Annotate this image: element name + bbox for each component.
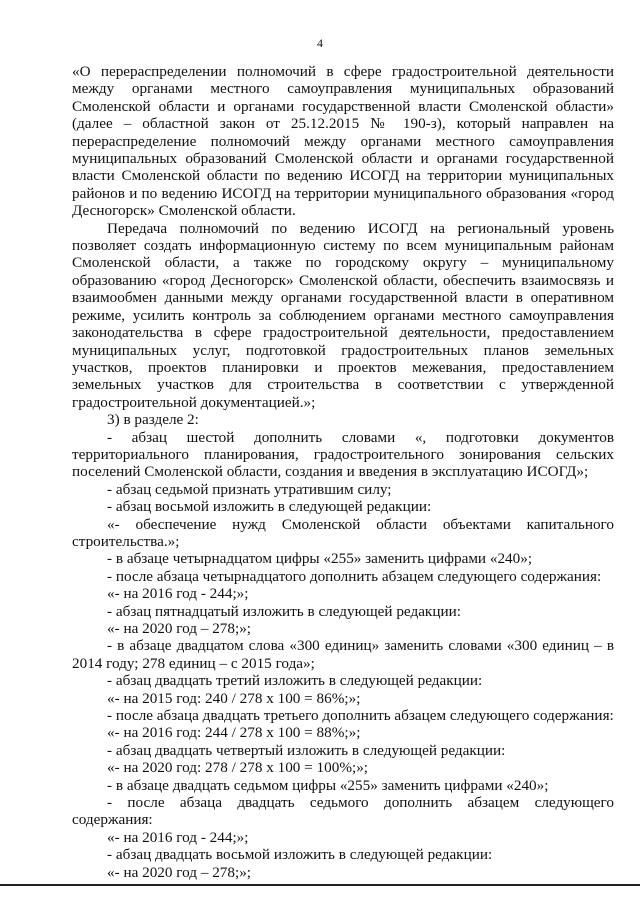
paragraph: «- на 2016 год - 244;»; bbox=[107, 828, 249, 846]
paragraph: «- на 2016 год: 244 / 278 х 100 = 88%;»; bbox=[107, 724, 361, 742]
paragraph: - в абзаце двадцать седьмом цифры «255» заменить цифрами «240»; bbox=[107, 776, 549, 794]
paragraph: «- на 2020 год: 278 / 278 х 100 = 100%;»; bbox=[107, 759, 369, 777]
paragraph: - абзац пятнадцатый изложить в следующей редакции: bbox=[107, 602, 461, 620]
bottom-border-line bbox=[0, 884, 640, 886]
paragraph: «- на 2020 год – 278;»; bbox=[107, 620, 252, 637]
paragraph: «- обеспечение нужд Смоленской области объектами капитального строительства.»; bbox=[72, 515, 614, 550]
paragraph: «- на 2015 год: 240 / 278 х 100 = 86%;»; bbox=[107, 689, 361, 707]
paragraph: - в абзаце четырнадцатом цифры «255» заменить цифрами «240»; bbox=[107, 550, 533, 568]
paragraph: - абзац седьмой признать утратившим силу; bbox=[107, 480, 392, 498]
paragraph: «О перераспределении полномочий в сфере градостроительной деятельности между органами местного самоуправления муниципальных образований Смоленской области и органами государственной власти Смоленской области» (далее – областной закон от 25.12.2015 № 190-з), который направлен на перераспределение полномочий между органами местного самоуправления муниципальных образований Смоленской области и органами государственной власти Смоленской области по ведению ИСОГД на территории муниципальных районов и по ведению ИСОГД на территории муниципального образования «город Десногорск» Смоленской области. bbox=[72, 63, 614, 220]
paragraph: - после абзаца двадцать седьмого дополнить абзацем следующего содержания: bbox=[72, 794, 614, 829]
paragraph: - абзац двадцать третий изложить в следующей редакции: bbox=[107, 672, 483, 690]
paragraph: - абзац двадцать восьмой изложить в следующей редакции: bbox=[107, 846, 493, 864]
paragraph: «- на 2020 год – 278;»; bbox=[107, 863, 252, 881]
paragraph: - абзац восьмой изложить в следующей редакции: bbox=[107, 498, 432, 516]
document-body bbox=[72, 63, 614, 881]
paragraph: 3) в разделе 2: bbox=[107, 411, 199, 429]
paragraph: - абзац шестой дополнить словами «, подготовки документов территориального планирования, градостроительного зонирования сельских поселений Смоленской области, создания и введения в эксплуатацию ИСОГД»; bbox=[72, 428, 614, 481]
paragraph: - абзац двадцать четвертый изложить в следующей редакции: bbox=[107, 741, 506, 759]
paragraph: - после абзаца четырнадцатого дополнить абзацем следующего содержания: bbox=[107, 567, 602, 585]
paragraph: «- на 2016 год - 244;»; bbox=[107, 585, 249, 603]
paragraph: - в абзаце двадцатом слова «300 единиц» заменить словами «300 единиц – в 2014 году; 278 единиц – с 2015 года»; bbox=[72, 637, 614, 672]
paragraph: - после абзаца двадцать третьего дополнить абзацем следующего содержания: bbox=[107, 707, 614, 725]
page-number: 4 bbox=[317, 36, 323, 50]
paragraph: Передача полномочий по ведению ИСОГД на региональный уровень позволяет создать информационную систему по всем муниципальным районам Смоленской области, а также по городскому округу – муниципальному образованию «город Десногорск» Смоленской области, обеспечить взаимосвязь и взаимообмен данными между органами государственной власти в оперативном режиме, усилить контроль за соблюдением органами местного самоуправления законодательства в сфере градостроительной деятельности, предоставлением муниципальных услуг, подготовкой градостроительных планов земельных участков, проектов планировки и проектов межевания, предоставлением земельных участков для строительства в соответствии с утвержденной градостроительной документацией.»; bbox=[72, 219, 614, 411]
